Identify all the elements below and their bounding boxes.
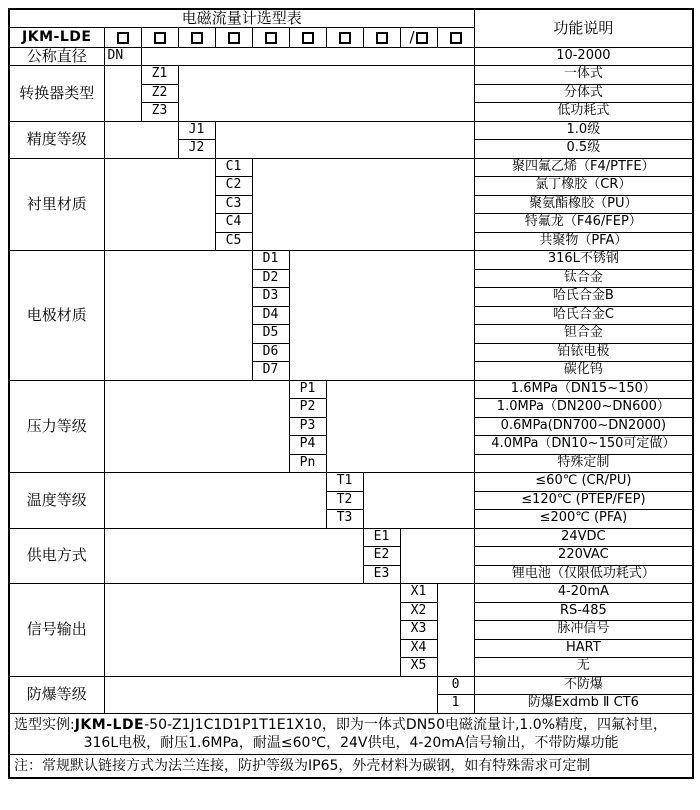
spacer-cell (141, 47, 474, 66)
code-cell: X5 (400, 658, 437, 677)
checkbox-icon (376, 32, 388, 44)
code-cell: X4 (400, 639, 437, 658)
description-cell: 防爆Exdmb Ⅱ CT6 (474, 695, 693, 714)
code-digit-cell (104, 28, 141, 47)
section-label: 衬里材质 (9, 158, 104, 251)
code-cell: Z3 (141, 103, 178, 122)
spacer-cell (104, 676, 437, 713)
slash-separator: / (409, 28, 415, 47)
code-cell: Z1 (141, 66, 178, 85)
description-cell: 特殊定制 (474, 454, 693, 473)
spacer-cell (289, 251, 474, 381)
code-cell: X2 (400, 602, 437, 621)
description-cell: HART (474, 639, 693, 658)
code-cell: E3 (363, 565, 400, 584)
code-cell: P3 (289, 417, 326, 436)
checkbox-icon (117, 32, 129, 44)
note-row: 注：常规默认链接方式为法兰连接，防护等级为IP65，外壳材料为碳钢，如有特殊需求可定制 (9, 755, 693, 778)
description-cell: 无 (474, 658, 693, 677)
code-cell: D3 (252, 288, 289, 307)
spacer-cell (104, 584, 400, 677)
code-cell: C3 (215, 195, 252, 214)
checkbox-icon (416, 32, 428, 44)
checkbox-icon (191, 32, 203, 44)
description-cell: 0.5级 (474, 140, 693, 159)
selection-table-body (9, 9, 693, 778)
code-cell: C2 (215, 177, 252, 196)
spacer-cell (326, 380, 474, 473)
code-cell: 0 (437, 676, 474, 695)
description-cell: 0.6MPa(DN700~DN2000) (474, 417, 693, 436)
code-cell: P4 (289, 436, 326, 455)
description-cell: 24VDC (474, 528, 693, 547)
code-cell: E2 (363, 547, 400, 566)
description-cell: 10-2000 (474, 47, 693, 66)
description-cell: 钽合金 (474, 325, 693, 344)
spacer-cell (178, 66, 474, 122)
code-cell: J2 (178, 140, 215, 159)
example-prefix: 选型实例: (14, 716, 75, 733)
section-label: 温度等级 (9, 473, 104, 529)
spacer-cell (252, 158, 474, 251)
spacer-cell (363, 473, 474, 529)
description-cell: 共聚物（PFA） (474, 232, 693, 251)
function-description-header: 功能说明 (474, 9, 693, 47)
code-cell: D1 (252, 251, 289, 270)
section-label: 供电方式 (9, 528, 104, 584)
code-digit-cell (215, 28, 252, 47)
code-cell: T1 (326, 473, 363, 492)
checkbox-icon (228, 32, 240, 44)
description-cell: 分体式 (474, 84, 693, 103)
spacer-cell (215, 121, 474, 158)
spacer-cell (437, 584, 474, 677)
code-cell: D5 (252, 325, 289, 344)
spacer-cell (104, 251, 252, 381)
code-cell: Pn (289, 454, 326, 473)
code-cell: X3 (400, 621, 437, 640)
section-label: 电极材质 (9, 251, 104, 381)
section-label: 转换器类型 (9, 66, 104, 122)
spacer-cell (104, 528, 363, 584)
description-cell: 1.0级 (474, 121, 693, 140)
example-model: JKM-LDE (74, 716, 145, 733)
checkbox-icon (450, 32, 462, 44)
selection-example-row (9, 713, 693, 754)
code-cell: 1 (437, 695, 474, 714)
description-cell: ≤60℃ (CR/PU) (474, 473, 693, 492)
code-cell: D6 (252, 343, 289, 362)
code-cell: DN (104, 47, 141, 66)
flowmeter-selection-table (8, 8, 694, 779)
description-cell: 钛合金 (474, 269, 693, 288)
description-cell: RS-485 (474, 602, 693, 621)
example-line2: 316L电极，耐压1.6MPa，耐温≤60℃，24V供电，4-20mA信号输出，不带防爆功能 (83, 734, 619, 751)
description-cell: 4.0MPa（DN10~150可定做） (474, 436, 693, 455)
section-label: 压力等级 (9, 380, 104, 473)
code-cell: C1 (215, 158, 252, 177)
section-label: 精度等级 (9, 121, 104, 158)
description-cell: 哈氏合金B (474, 288, 693, 307)
spacer-cell (104, 121, 178, 158)
code-digit-cell (437, 28, 474, 47)
section-label: 信号输出 (9, 584, 104, 677)
code-digit-cell (178, 28, 215, 47)
description-cell: 220VAC (474, 547, 693, 566)
code-cell: T3 (326, 510, 363, 529)
description-cell: 低功耗式 (474, 103, 693, 122)
spacer-cell (104, 158, 215, 251)
description-cell: 4-20mA (474, 584, 693, 603)
code-digit-cell (400, 28, 437, 47)
spacer-cell (104, 473, 326, 529)
description-cell: 一体式 (474, 66, 693, 85)
description-cell: 脉冲信号 (474, 621, 693, 640)
code-cell: P1 (289, 380, 326, 399)
code-cell: D7 (252, 362, 289, 381)
description-cell: 特氟龙（F46/FEP） (474, 214, 693, 233)
code-digit-cell (289, 28, 326, 47)
description-cell: 1.6MPa（DN15~150） (474, 380, 693, 399)
code-cell: X1 (400, 584, 437, 603)
example-text: -50-Z1J1C1D1P1T1E1X10，即为一体式DN50电磁流量计,1.0%精度，四氟衬里， (144, 716, 667, 733)
model-prefix-label: JKM-LDE (9, 28, 104, 47)
code-digit-cell (141, 28, 178, 47)
code-cell: T2 (326, 491, 363, 510)
description-cell: 聚四氟乙烯（F4/PTFE） (474, 158, 693, 177)
code-cell: Z2 (141, 84, 178, 103)
description-cell: ≤120℃ (PTEP/FEP) (474, 491, 693, 510)
code-cell: C5 (215, 232, 252, 251)
description-cell: 铂铱电极 (474, 343, 693, 362)
code-cell: J1 (178, 121, 215, 140)
description-cell: ≤200℃ (PFA) (474, 510, 693, 529)
spacer-cell (400, 528, 474, 584)
description-cell: 聚氨酯橡胶（PU） (474, 195, 693, 214)
code-cell: D4 (252, 306, 289, 325)
description-cell: 氯丁橡胶（CR） (474, 177, 693, 196)
code-cell: P2 (289, 399, 326, 418)
spacer-cell (104, 66, 141, 122)
flowmeter-selection-page (8, 8, 694, 779)
spacer-cell (104, 380, 289, 473)
code-cell: D2 (252, 269, 289, 288)
section-label: 防爆等级 (9, 676, 104, 713)
code-digit-cell (326, 28, 363, 47)
code-digit-cell (252, 28, 289, 47)
description-cell: 碳化钨 (474, 362, 693, 381)
code-cell: C4 (215, 214, 252, 233)
example-line1 (14, 716, 688, 734)
section-label: 公称直径 (9, 47, 104, 66)
description-cell: 哈氏合金C (474, 306, 693, 325)
description-cell: 316L不锈钢 (474, 251, 693, 270)
checkbox-icon (265, 32, 277, 44)
checkbox-icon (302, 32, 314, 44)
description-cell: 锂电池（仅限低功耗式） (474, 565, 693, 584)
code-cell: E1 (363, 528, 400, 547)
table-title: 电磁流量计选型表 (9, 9, 474, 28)
checkbox-icon (154, 32, 166, 44)
checkbox-icon (339, 32, 351, 44)
description-cell: 1.0MPa（DN200~DN600） (474, 399, 693, 418)
description-cell: 不防爆 (474, 676, 693, 695)
code-digit-cell (363, 28, 400, 47)
